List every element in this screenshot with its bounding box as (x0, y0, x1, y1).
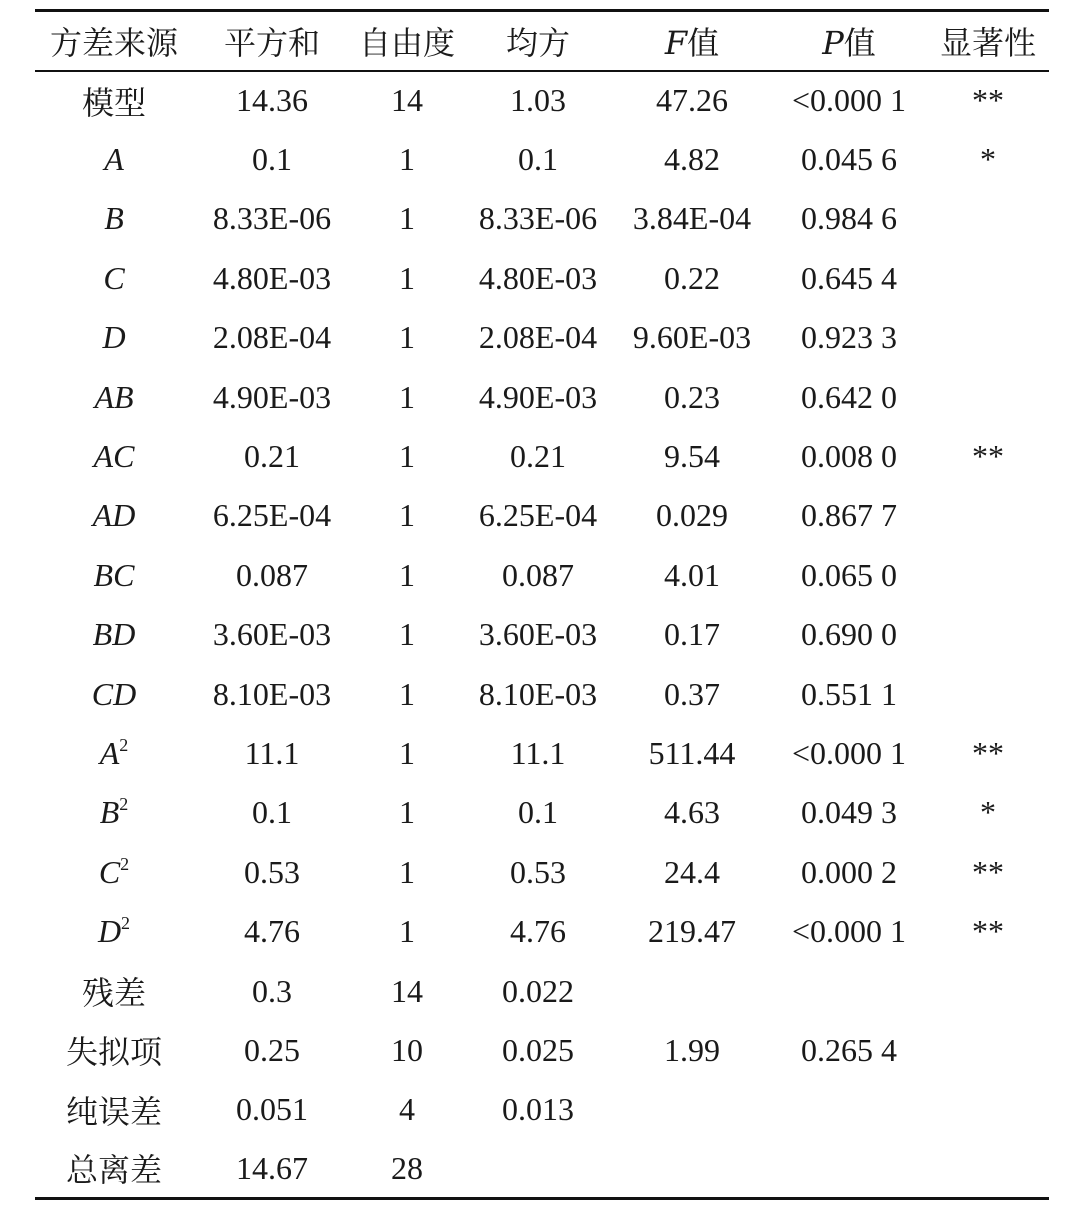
anova-table (35, 9, 1049, 1200)
sum-of-squares-cell: 14.36 (236, 82, 308, 119)
significance-cell: ** (972, 82, 1004, 119)
source-label: B (104, 200, 124, 237)
table-row (35, 783, 1049, 842)
source-label: CD (91, 675, 137, 712)
sum-of-squares-cell: 0.051 (236, 1091, 308, 1128)
sum-of-squares-cell: 4.80E-03 (212, 259, 332, 296)
mean-square-cell: 0.53 (510, 853, 566, 890)
source-label: B (99, 794, 120, 831)
source-label: A (99, 734, 120, 771)
source-exponent: 2 (119, 794, 129, 815)
f-value-cell: 4.63 (664, 794, 720, 831)
header-source-label: 方差来源 (49, 23, 178, 62)
significance-cell (927, 1140, 1049, 1199)
source-cell (35, 189, 193, 248)
p-value-cell: 0.049 3 (801, 794, 897, 831)
degrees-of-freedom-cell: 1 (399, 200, 415, 237)
p-value-cell: 0.690 0 (801, 616, 897, 653)
mean-square-cell (463, 1140, 613, 1199)
degrees-of-freedom-cell: 1 (399, 675, 415, 712)
source-label: A (104, 141, 124, 178)
source-label: C (103, 259, 125, 296)
degrees-of-freedom-cell: 1 (399, 438, 415, 475)
mean-square-cell: 3.60E-03 (478, 616, 598, 653)
p-value-cell: 0.265 4 (801, 1031, 897, 1068)
table-row (35, 724, 1049, 783)
source-label: 失拟项 (65, 1033, 162, 1072)
header-degrees-of-freedom-label: 自由度 (358, 23, 455, 62)
table-row (35, 1140, 1049, 1199)
significance-cell (927, 1021, 1049, 1080)
degrees-of-freedom-cell: 1 (399, 913, 415, 950)
source-cell (35, 1080, 193, 1139)
p-value-cell: <0.000 1 (791, 734, 907, 771)
p-value-cell (771, 1140, 927, 1199)
f-value-cell: 9.54 (664, 438, 720, 475)
table-row (35, 486, 1049, 545)
f-value-cell: 219.47 (648, 913, 736, 950)
header-sum-of-squares-label: 平方和 (223, 23, 320, 62)
source-label: 残差 (81, 974, 146, 1013)
table-row (35, 367, 1049, 426)
sum-of-squares-cell: 8.10E-03 (212, 675, 332, 712)
degrees-of-freedom-cell: 28 (351, 1140, 463, 1199)
table-row (35, 427, 1049, 486)
degrees-of-freedom-cell: 14 (391, 82, 423, 119)
source-label: AC (93, 438, 135, 475)
mean-square-cell: 0.087 (502, 556, 574, 593)
table-row (35, 1080, 1049, 1139)
sum-of-squares-cell: 0.1 (252, 794, 292, 831)
source-cell (35, 902, 193, 961)
significance-cell (927, 308, 1049, 367)
sum-of-squares-cell: 0.1 (252, 141, 292, 178)
significance-cell (927, 249, 1049, 308)
degrees-of-freedom-cell: 1 (399, 378, 415, 415)
mean-square-cell: 8.10E-03 (478, 675, 598, 712)
f-value-cell: 4.82 (664, 141, 720, 178)
mean-square-cell: 4.80E-03 (478, 259, 598, 296)
sum-of-squares-cell: 0.3 (252, 972, 292, 1009)
mean-square-cell: 0.1 (518, 141, 558, 178)
header-degrees-of-freedom-cell (351, 11, 463, 71)
significance-cell (927, 1080, 1049, 1139)
source-cell (35, 1140, 193, 1199)
table-row (35, 546, 1049, 605)
f-value-cell: 3.84E-04 (632, 200, 752, 237)
sum-of-squares-cell: 4.90E-03 (212, 378, 332, 415)
p-value-cell: 0.923 3 (801, 319, 897, 356)
table-row (35, 1021, 1049, 1080)
mean-square-cell: 2.08E-04 (478, 319, 598, 356)
source-cell (35, 308, 193, 367)
source-label: AB (94, 378, 134, 415)
p-value-cell: 0.000 2 (801, 853, 897, 890)
table-row (35, 605, 1049, 664)
mean-square-cell: 0.025 (502, 1031, 574, 1068)
source-cell (35, 961, 193, 1020)
mean-square-cell: 0.013 (502, 1091, 574, 1128)
table-row (35, 130, 1049, 189)
table-row (35, 961, 1049, 1020)
sum-of-squares-cell: 0.21 (244, 438, 300, 475)
sum-of-squares-cell: 4.76 (244, 913, 300, 950)
significance-cell (927, 961, 1049, 1020)
header-mean-square-cell (463, 11, 613, 71)
f-value-cell (613, 1080, 771, 1139)
significance-cell: ** (972, 853, 1004, 890)
mean-square-cell: 0.022 (502, 972, 574, 1009)
degrees-of-freedom-cell: 1 (399, 853, 415, 890)
sum-of-squares-cell: 11.1 (244, 734, 300, 771)
source-cell (35, 249, 193, 308)
significance-cell: * (980, 141, 996, 178)
source-label: 模型 (81, 83, 146, 122)
f-value-cell: 9.60E-03 (632, 319, 752, 356)
header-p-value-var: P (822, 23, 844, 62)
significance-cell (927, 605, 1049, 664)
p-value-cell: 0.642 0 (801, 378, 897, 415)
header-f-value-cell (613, 11, 771, 71)
degrees-of-freedom-cell: 1 (399, 794, 415, 831)
f-value-cell: 511.44 (648, 734, 736, 771)
source-cell (35, 605, 193, 664)
significance-cell (927, 664, 1049, 723)
source-label: AD (92, 497, 136, 534)
degrees-of-freedom-cell: 1 (399, 734, 415, 771)
source-cell (35, 427, 193, 486)
mean-square-cell: 1.03 (510, 82, 566, 119)
header-significance-cell (927, 11, 1049, 71)
p-value-cell: 0.984 6 (801, 200, 897, 237)
p-value-cell: 0.867 7 (801, 497, 897, 534)
table-row (35, 189, 1049, 248)
f-value-cell (613, 961, 771, 1020)
source-label: C (98, 853, 121, 890)
mean-square-cell: 0.21 (510, 438, 566, 475)
source-cell (35, 664, 193, 723)
sum-of-squares-cell: 14.67 (193, 1140, 351, 1199)
sum-of-squares-cell: 2.08E-04 (212, 319, 332, 356)
degrees-of-freedom-cell: 1 (399, 497, 415, 534)
f-value-cell: 0.22 (664, 259, 720, 296)
p-value-cell (771, 961, 927, 1020)
header-mean-square-label: 均方 (505, 23, 570, 62)
p-value-cell: 0.008 0 (801, 438, 897, 475)
mean-square-cell: 4.90E-03 (478, 378, 598, 415)
sum-of-squares-cell: 3.60E-03 (212, 616, 332, 653)
table-row (35, 71, 1049, 130)
source-exponent: 2 (119, 734, 129, 755)
degrees-of-freedom-cell: 1 (399, 259, 415, 296)
degrees-of-freedom-cell: 1 (399, 141, 415, 178)
sum-of-squares-cell: 0.25 (244, 1031, 300, 1068)
sum-of-squares-cell: 0.087 (236, 556, 308, 593)
significance-cell: ** (972, 734, 1004, 771)
source-cell (35, 783, 193, 842)
source-label: 纯误差 (65, 1092, 162, 1131)
f-value-cell: 0.17 (664, 616, 720, 653)
f-value-cell: 1.99 (664, 1031, 720, 1068)
p-value-cell: <0.000 1 (791, 82, 907, 119)
source-cell (35, 486, 193, 545)
source-label: D (97, 913, 122, 950)
sum-of-squares-cell: 0.53 (244, 853, 300, 890)
significance-cell (927, 367, 1049, 426)
source-cell (35, 1021, 193, 1080)
f-value-cell: 0.37 (664, 675, 720, 712)
degrees-of-freedom-cell: 10 (391, 1031, 423, 1068)
significance-cell (927, 189, 1049, 248)
significance-cell (927, 546, 1049, 605)
degrees-of-freedom-cell: 1 (399, 319, 415, 356)
header-p-value-cell (771, 11, 927, 71)
sum-of-squares-cell: 8.33E-06 (212, 200, 332, 237)
table-row (35, 249, 1049, 308)
degrees-of-freedom-cell: 4 (399, 1091, 415, 1128)
source-label: D (102, 319, 126, 356)
header-p-value-label: 值 (843, 23, 876, 62)
f-value-cell: 4.01 (664, 556, 720, 593)
degrees-of-freedom-cell: 1 (399, 556, 415, 593)
mean-square-cell: 6.25E-04 (478, 497, 598, 534)
f-value-cell: 0.029 (656, 497, 728, 534)
p-value-cell: 0.551 1 (801, 675, 897, 712)
table-row (35, 308, 1049, 367)
degrees-of-freedom-cell: 14 (391, 972, 423, 1009)
source-cell (35, 71, 193, 130)
header-significance-label: 显著性 (939, 23, 1036, 62)
header-sum-of-squares-cell (193, 11, 351, 71)
mean-square-cell: 8.33E-06 (478, 200, 598, 237)
f-value-cell: 0.23 (664, 378, 720, 415)
f-value-cell: 24.4 (664, 853, 720, 890)
table-body (35, 71, 1049, 1199)
significance-cell (927, 486, 1049, 545)
table-row (35, 902, 1049, 961)
table-row (35, 843, 1049, 902)
mean-square-cell: 4.76 (510, 913, 566, 950)
source-label: 总离差 (65, 1151, 162, 1190)
mean-square-cell: 0.1 (518, 794, 558, 831)
source-cell (35, 724, 193, 783)
header-f-value-label: 值 (687, 23, 720, 62)
sum-of-squares-cell: 6.25E-04 (212, 497, 332, 534)
source-label: BD (92, 616, 136, 653)
significance-cell: ** (972, 913, 1004, 950)
significance-cell: * (980, 794, 996, 831)
p-value-cell: 0.045 6 (801, 141, 897, 178)
p-value-cell: <0.000 1 (791, 913, 907, 950)
source-label: BC (93, 556, 135, 593)
source-exponent: 2 (120, 853, 130, 874)
p-value-cell: 0.065 0 (801, 556, 897, 593)
table-row (35, 664, 1049, 723)
p-value-cell (771, 1080, 927, 1139)
source-cell (35, 367, 193, 426)
source-cell (35, 130, 193, 189)
degrees-of-freedom-cell: 1 (399, 616, 415, 653)
header-row (35, 11, 1049, 71)
header-f-value-var: F (664, 23, 688, 62)
p-value-cell: 0.645 4 (801, 259, 897, 296)
source-cell (35, 843, 193, 902)
f-value-cell (613, 1140, 771, 1199)
significance-cell: ** (972, 438, 1004, 475)
header-source-cell (35, 11, 193, 71)
source-cell (35, 546, 193, 605)
source-exponent: 2 (121, 913, 131, 934)
f-value-cell: 47.26 (656, 82, 728, 119)
mean-square-cell: 11.1 (510, 734, 566, 771)
